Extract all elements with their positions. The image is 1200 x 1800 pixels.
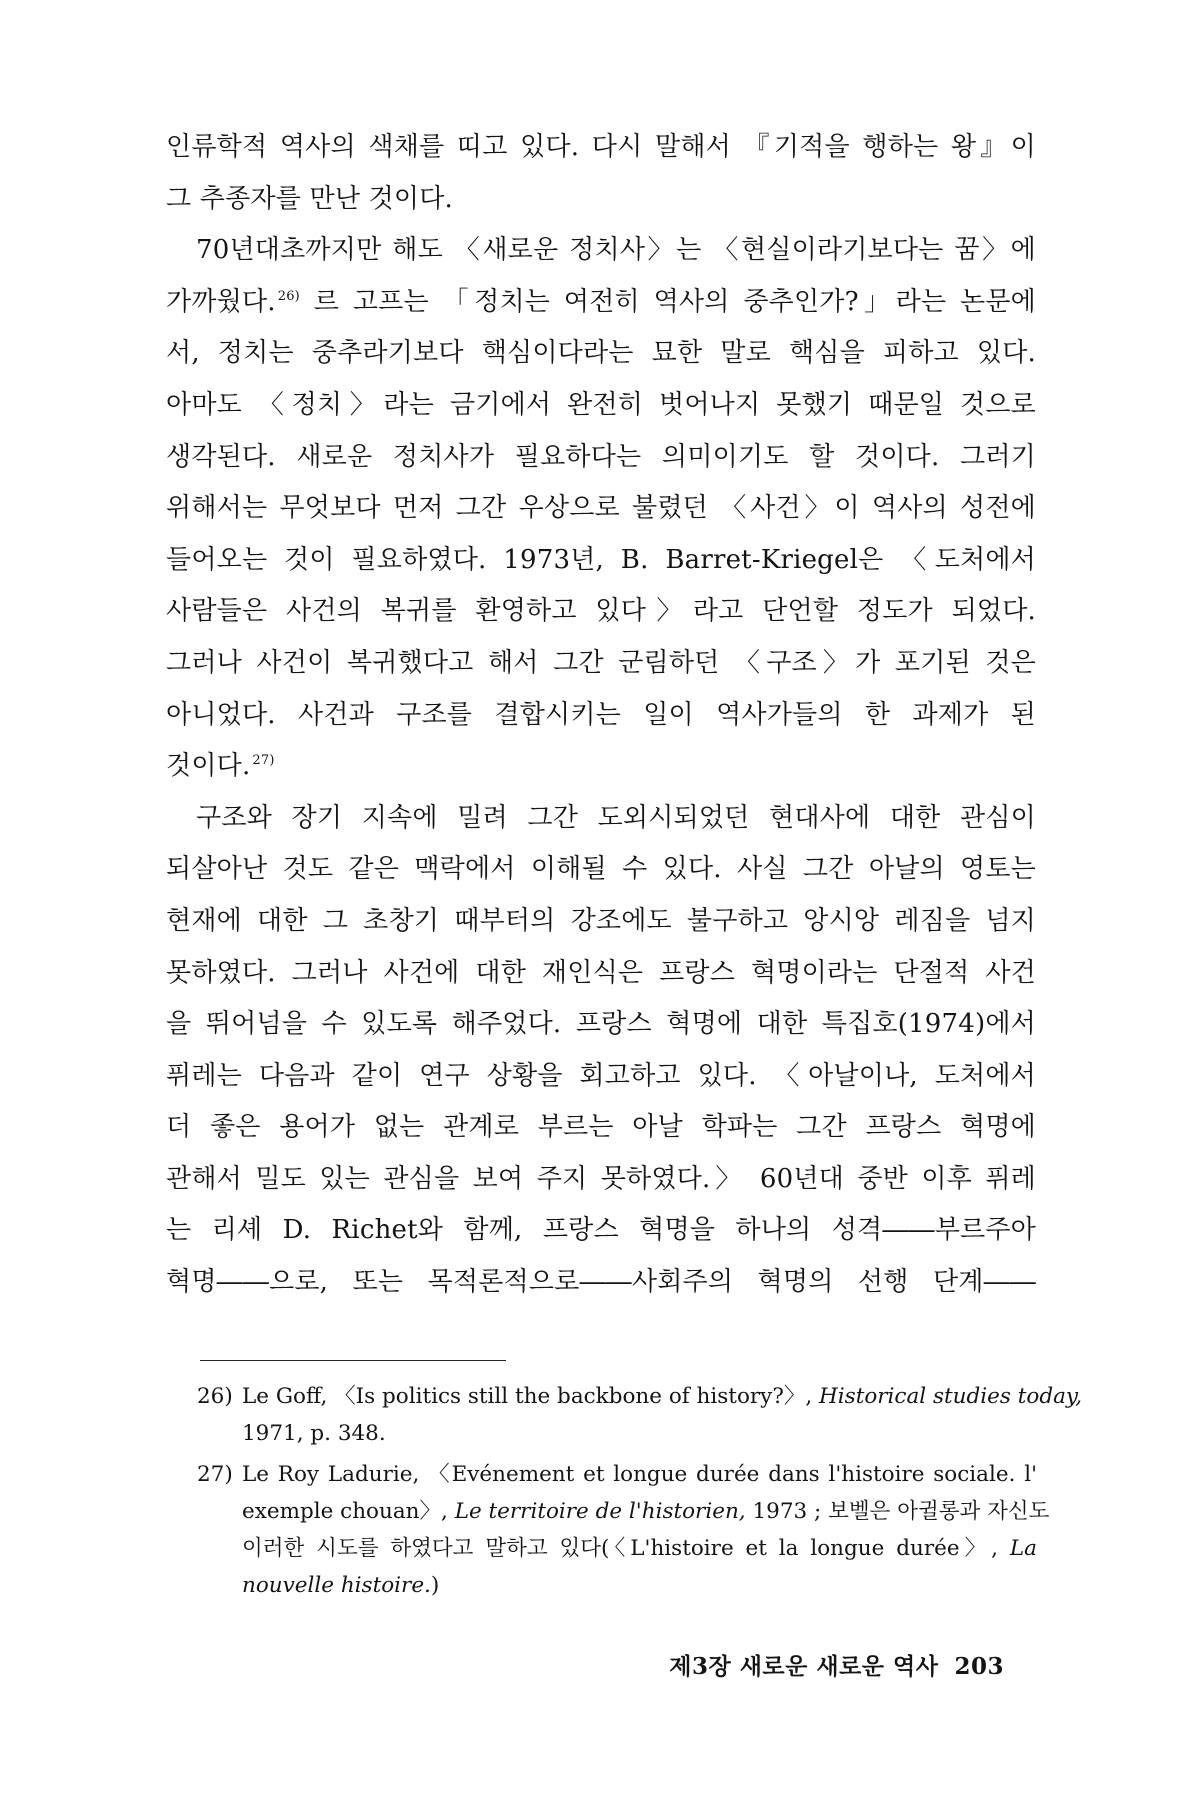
body-line: 구조와 장기 지속에 밀려 그간 도외시되었던 현대사에 대한 관심이 bbox=[196, 802, 1036, 833]
body-line bbox=[166, 277, 1036, 329]
page-footer bbox=[669, 1648, 1004, 1681]
page-number: 203 bbox=[954, 1653, 1004, 1680]
footnote-source-title: Historical studies today, bbox=[819, 1384, 1083, 1409]
footnote-source-title: Le territoire de l'historien, bbox=[454, 1499, 746, 1524]
footnote-line: 1971, p. 348. bbox=[242, 1421, 386, 1446]
body-line-part: 르 고프는 「정치는 여전히 역사의 중추인가?」라는 논문에 bbox=[313, 286, 1036, 317]
body-line: 못하였다. 그러나 사건에 대한 재인식은 프랑스 혁명이라는 단절적 사건 bbox=[166, 957, 1036, 988]
footnote-divider bbox=[200, 1360, 506, 1361]
footnote-text: exemple chouan〉, bbox=[242, 1499, 448, 1524]
footnotes bbox=[197, 1378, 1083, 1608]
body-line: 는 리셰 D. Richet와 함께, 프랑스 혁명을 하나의 성격――부르주아 bbox=[166, 1215, 1036, 1246]
footnote-number: 27) bbox=[197, 1462, 233, 1487]
body-line: 현재에 대한 그 초창기 때부터의 강조에도 불구하고 앙시앙 레짐을 넘지 bbox=[166, 905, 1036, 936]
body-line: 더 좋은 용어가 없는 관계로 부르는 아날 학파는 그간 프랑스 혁명에 bbox=[166, 1112, 1036, 1143]
footnote-text: 이러한 시도를 하였다고 말하고 있다(〈L'histoire et la longue durée〉, bbox=[242, 1536, 999, 1561]
body-line: 생각된다. 새로운 정치사가 필요하다는 의미이기도 할 것이다. 그러기 bbox=[166, 441, 1036, 472]
footnote-source-title: nouvelle histoire. bbox=[242, 1573, 431, 1598]
footnote-line bbox=[242, 1493, 1050, 1530]
footnote-line bbox=[242, 1378, 1083, 1415]
footnote-source-title: La bbox=[1009, 1536, 1038, 1561]
body-line: 서, 정치는 중추라기보다 핵심이다라는 묘한 말로 핵심을 피하고 있다. bbox=[166, 338, 1036, 369]
running-title: 제3장 새로운 새로운 역사 bbox=[669, 1653, 939, 1680]
body-line: 70년대초까지만 해도 〈새로운 정치사〉는 〈현실이라기보다는 꿈〉에 bbox=[196, 235, 1036, 266]
footnote-number: 26) bbox=[197, 1384, 233, 1409]
footnote-line bbox=[242, 1567, 1037, 1604]
footnote-ref-27[interactable]: 27) bbox=[252, 753, 275, 769]
footnote-text: ) bbox=[430, 1573, 440, 1598]
body-text bbox=[166, 122, 1036, 1309]
body-line: 들어오는 것이 필요하였다. 1973년, B. Barret-Kriegel은 〈도처에서 bbox=[166, 544, 1036, 575]
body-line: 을 뛰어넘을 수 있도록 해주었다. 프랑스 혁명에 대한 특집호(1974)에서 bbox=[166, 1009, 1036, 1040]
body-line: 위해서는 무엇보다 먼저 그간 우상으로 불렸던 〈사건〉이 역사의 성전에 bbox=[166, 493, 1036, 524]
body-line: 인류학적 역사의 색채를 띠고 있다. 다시 말해서 『기적을 행하는 왕』이 bbox=[166, 132, 1036, 162]
body-line bbox=[166, 741, 1036, 793]
body-line-part: 가까웠다. bbox=[166, 286, 276, 317]
body-line: 되살아난 것도 같은 맥락에서 이해될 수 있다. 사실 그간 아날의 영토는 bbox=[166, 854, 1036, 885]
body-line: 혁명――으로, 또는 목적론적으로――사회주의 혁명의 선행 단계―― bbox=[166, 1267, 1036, 1298]
body-line: 그러나 사건이 복귀했다고 해서 그간 군림하던 〈구조〉가 포기된 것은 bbox=[166, 647, 1036, 678]
footnote-text: 1973 ; 보벨은 아귈롱과 자신도 bbox=[752, 1499, 1050, 1524]
body-line: 관해서 밀도 있는 관심을 보여 주지 못하였다.〉 60년대 중반 이후 퓌레 bbox=[166, 1163, 1036, 1194]
body-line: 그 추종자를 만난 것이다. bbox=[166, 183, 454, 214]
body-line: 사람들은 사건의 복귀를 환영하고 있다〉라고 단언할 정도가 되었다. bbox=[166, 596, 1036, 627]
footnote-line: Le Roy Ladurie, 〈Evénement et longue durée dans l'histoire sociale. l' bbox=[242, 1462, 1037, 1487]
body-line-part: 것이다. bbox=[166, 751, 251, 782]
footnote-26 bbox=[197, 1378, 1083, 1452]
footnote-ref-26[interactable]: 26) bbox=[277, 288, 300, 304]
body-line: 아니었다. 사건과 구조를 결합시키는 일이 역사가들의 한 과제가 된 bbox=[166, 699, 1036, 730]
footnote-27 bbox=[197, 1456, 1050, 1604]
body-line: 아마도 〈정치〉라는 금기에서 완전히 벗어나지 못했기 때문일 것으로 bbox=[166, 389, 1036, 420]
footnote-line bbox=[242, 1530, 1037, 1567]
footnote-text: Le Goff, 〈Is politics still the backbone of history?〉, bbox=[242, 1384, 813, 1409]
body-line: 퓌레는 다음과 같이 연구 상황을 회고하고 있다. 〈아날이나, 도처에서 bbox=[166, 1060, 1036, 1091]
